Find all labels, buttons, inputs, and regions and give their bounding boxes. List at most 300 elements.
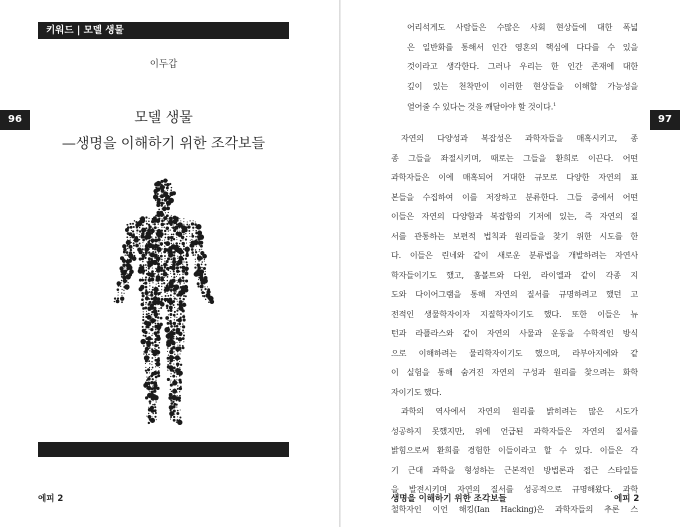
figure-dot: [152, 248, 154, 250]
figure-dot: [162, 248, 163, 249]
figure-dot: [174, 354, 175, 355]
figure-dot: [145, 329, 147, 331]
figure-dot: [173, 304, 175, 306]
figure-dot: [186, 270, 188, 272]
figure-dot: [157, 304, 158, 305]
figure-dot: [149, 329, 150, 330]
figure-dot: [154, 239, 158, 243]
figure-dot: [171, 227, 172, 228]
figure-dot: [160, 292, 162, 294]
figure-dot: [121, 292, 122, 293]
figure-dot: [159, 212, 164, 217]
figure-dot: [179, 387, 183, 391]
figure-dot: [186, 243, 187, 244]
figure-dot: [155, 316, 157, 318]
figure-dot: [148, 422, 150, 424]
figure-dot: [197, 282, 200, 285]
figure-dot: [164, 183, 166, 185]
figure-dot: [126, 240, 131, 245]
figure-dot: [180, 240, 182, 242]
figure-dot: [173, 224, 174, 225]
figure-dot: [157, 374, 160, 377]
figure-dot: [172, 356, 175, 359]
quote-line: 은 일반화를 통해서 인간 영혼의 핵심에 다다를 수 있을: [407, 41, 638, 52]
figure-dot: [174, 351, 175, 352]
figure-dot: [167, 276, 169, 278]
figure-dot: [146, 267, 147, 268]
figure-dot: [173, 238, 175, 240]
figure-dot: [170, 223, 173, 226]
author-name: 이두갑: [149, 59, 178, 70]
figure-dot: [160, 236, 162, 238]
figure-dot: [173, 234, 175, 236]
figure-dot: [176, 298, 177, 299]
paragraph-line: 다. 이들은 린네와 같이 새로운 분류법을 개발하려는 자연사: [391, 250, 638, 261]
figure-dot: [152, 286, 154, 288]
figure-dot: [182, 269, 186, 273]
figure-dot: [177, 256, 178, 257]
figure-dot: [152, 354, 153, 355]
figure-dot: [167, 274, 169, 276]
figure-dot: [175, 403, 177, 405]
figure-dot: [200, 284, 204, 288]
figure-dot: [154, 226, 157, 229]
paragraph-line: 이 실험을 통해 숨겨진 자연의 구성과 원리를 찾으려는 화학: [391, 367, 638, 378]
figure-dot: [148, 310, 149, 311]
figure-dot: [148, 413, 149, 414]
figure-dot: [195, 259, 196, 260]
figure-dot: [125, 254, 126, 255]
figure-dot: [180, 364, 182, 366]
figure-dot: [186, 264, 188, 266]
figure-dot: [167, 283, 168, 284]
figure-dot: [170, 384, 173, 387]
figure-dot: [183, 301, 184, 302]
figure-dot: [185, 238, 187, 240]
figure-dot: [149, 397, 150, 398]
figure-dot: [161, 286, 162, 287]
figure-dot: [132, 230, 134, 232]
figure-dot: [154, 273, 156, 275]
figure-dot: [118, 295, 119, 296]
figure-dot: [139, 234, 140, 235]
figure-dot: [156, 203, 160, 207]
figure-dot: [186, 261, 188, 263]
figure-dot: [142, 239, 145, 242]
figure-dot: [155, 362, 160, 367]
quote-line: 깊이 있는 천착만이 이러한 현상들을 이해할 가능성을: [407, 80, 638, 91]
figure-dot: [176, 237, 177, 238]
figure-dot: [180, 410, 181, 411]
figure-dot: [149, 283, 150, 284]
figure-dot: [177, 388, 179, 390]
figure-dot: [177, 395, 178, 396]
figure-dot: [149, 363, 150, 364]
figure-dot: [173, 322, 176, 325]
figure-dot: [180, 350, 182, 352]
figure-dot: [170, 419, 171, 420]
figure-dot: [167, 360, 169, 362]
figure-dot: [166, 227, 169, 230]
figure-dot: [143, 302, 144, 303]
figure-dot: [144, 291, 148, 295]
figure-dot: [152, 333, 153, 334]
figure-dot: [146, 234, 151, 239]
figure-dot: [141, 279, 144, 282]
figure-dot: [164, 191, 165, 192]
figure-dot: [120, 286, 121, 287]
figure-dot: [149, 376, 150, 377]
figure-dot: [148, 251, 151, 254]
figure-dot: [144, 350, 148, 354]
figure-dot: [183, 224, 184, 225]
figure-dot: [184, 228, 188, 232]
figure-dot: [155, 304, 156, 305]
paragraph-line: 서를 관통하는 보편적 법칙과 원리들을 찾기 위한 시도를 한: [391, 230, 638, 241]
figure-dot: [182, 273, 184, 275]
figure-dot: [167, 192, 169, 194]
figure-dot: [174, 307, 175, 308]
figure-dot: [176, 360, 177, 361]
figure-dot: [153, 395, 158, 400]
figure-dot: [182, 291, 186, 295]
figure-dot: [155, 366, 156, 367]
figure-dot: [153, 276, 154, 277]
figure-dot: [169, 411, 174, 416]
section-header-label: 키워드 | 모델 생물: [46, 25, 124, 36]
figure-dot: [177, 416, 178, 417]
figure-dot: [166, 223, 168, 225]
figure-dot: [122, 259, 126, 263]
figure-dot: [172, 332, 175, 335]
figure-dot: [155, 329, 157, 331]
figure-dot: [126, 280, 127, 281]
figure-dot: [150, 291, 153, 294]
figure-dot: [163, 179, 167, 183]
figure-dot: [123, 251, 126, 254]
figure-dot: [186, 224, 188, 226]
figure-dot: [176, 400, 178, 402]
figure-dot: [194, 267, 196, 269]
figure-dot: [131, 230, 132, 231]
quote-line-text: 열어줄 수 있다는 것을 깨달아야 할 것이다.: [407, 101, 554, 112]
figure-dot: [174, 325, 176, 327]
figure-dot: [161, 283, 163, 285]
figure-dot: [149, 347, 151, 349]
figure-dot: [120, 282, 121, 283]
figure-dot: [146, 343, 151, 348]
figure-dot: [140, 235, 144, 239]
figure-dot: [161, 229, 163, 231]
figure-dot: [168, 252, 173, 257]
figure-dot: [183, 298, 185, 300]
figure-dot: [151, 335, 152, 336]
figure-dot: [148, 354, 150, 356]
figure-dot: [167, 364, 168, 365]
figure-dot: [114, 297, 116, 299]
figure-dot: [176, 325, 179, 328]
figure-dot: [165, 212, 166, 213]
figure-dot: [148, 248, 150, 250]
figure-dot: [182, 239, 183, 240]
figure-dot: [201, 261, 203, 263]
figure-dot: [182, 309, 185, 312]
paragraph-line: 밝힘으로써 환희를 경험한 이들이라고 할 수 있다. 이들은 각: [391, 445, 638, 456]
figure-dot: [151, 364, 152, 365]
figure-dot: [172, 300, 175, 303]
figure-dot: [177, 420, 182, 425]
figure-dot: [146, 311, 147, 312]
figure-dot: [157, 244, 159, 246]
figure-dot: [124, 267, 125, 268]
figure-dot: [179, 246, 180, 247]
figure-dot: [170, 325, 173, 328]
paragraph-line: 과학의 역사에서 자연의 원리를 밝히려는 많은 시도가: [401, 406, 638, 417]
figure-dot: [176, 379, 177, 380]
figure-dot: [123, 283, 124, 284]
figure-dot: [171, 266, 176, 271]
figure-dot: [131, 234, 135, 238]
figure-dot: [179, 353, 180, 354]
figure-dot: [152, 323, 153, 324]
figure-dot: [198, 261, 199, 262]
figure-dot: [133, 226, 135, 228]
figure-dot: [155, 357, 156, 358]
figure-dot: [200, 281, 204, 285]
figure-dot: [177, 366, 178, 367]
figure-dot: [170, 289, 173, 292]
figure-dot: [179, 328, 181, 330]
figure-dot: [153, 400, 154, 401]
figure-dot: [118, 292, 119, 293]
figure-dot: [180, 254, 181, 255]
figure-dot: [189, 236, 190, 237]
figure-dot: [154, 276, 155, 277]
figure-dot: [123, 290, 124, 291]
figure-dot: [159, 308, 160, 309]
figure-dot: [169, 362, 171, 364]
figure-dot: [183, 341, 184, 342]
figure-dot: [174, 413, 175, 414]
figure-dot: [155, 376, 158, 379]
figure-dot: [189, 224, 190, 225]
figure-dot: [141, 257, 144, 260]
figure-dot: [154, 406, 156, 408]
figure-dot: [182, 308, 183, 309]
figure-dot: [151, 314, 153, 316]
paragraph-line: 철학자인 이언 해킹(Ian Hacking)은 과학자들의 추론 스: [391, 503, 638, 514]
figure-dot: [174, 344, 175, 345]
figure-dot: [177, 274, 178, 275]
figure-dot: [176, 336, 177, 337]
figure-dot: [173, 419, 176, 422]
figure-dot: [170, 373, 171, 374]
figure-dot: [121, 280, 123, 282]
figure-dot: [120, 297, 124, 301]
figure-dot: [177, 303, 179, 305]
figure-dot: [155, 236, 157, 238]
figure-dot: [170, 380, 171, 381]
figure-dot: [161, 253, 162, 254]
figure-dot: [177, 282, 178, 283]
figure-dot: [170, 309, 173, 312]
figure-dot: [122, 244, 126, 248]
figure-dot: [147, 263, 152, 268]
figure-dot: [160, 302, 165, 307]
figure-dot: [176, 313, 178, 315]
footer-article-title: 생명을 이해하기 위한 조각보들: [391, 494, 507, 504]
figure-dot: [177, 258, 178, 259]
figure-dot: [158, 294, 159, 295]
figure-dot: [156, 218, 161, 223]
figure-dot: [163, 250, 166, 253]
figure-dot: [185, 279, 188, 282]
figure-dot: [146, 230, 147, 231]
figure-dot: [155, 380, 156, 381]
figure-dot: [151, 342, 154, 345]
figure-dot: [165, 295, 167, 297]
figure-dot: [148, 291, 150, 293]
figure-dot: [133, 242, 135, 244]
figure-dot: [201, 257, 203, 259]
figure-dot: [144, 335, 146, 337]
figure-dot: [202, 254, 207, 259]
figure-dot: [154, 404, 156, 406]
figure-dot: [145, 359, 148, 362]
figure-dot: [149, 277, 151, 279]
figure-dot: [178, 318, 182, 322]
figure-dot: [178, 399, 181, 402]
figure-dot: [132, 223, 134, 225]
figure-dot: [159, 367, 160, 368]
figure-dot: [182, 346, 185, 349]
figure-dot: [146, 295, 148, 297]
figure-dot: [122, 263, 126, 267]
figure-dot: [173, 273, 175, 275]
figure-dot: [128, 245, 132, 249]
figure-dot: [157, 331, 160, 334]
figure-dot: [204, 283, 205, 284]
figure-dot: [177, 382, 178, 383]
article-title: 모델 생물: [134, 110, 193, 126]
figure-dot: [151, 357, 153, 359]
figure-dot: [179, 271, 181, 273]
figure-dot: [154, 291, 158, 295]
figure-dot: [173, 416, 175, 418]
figure-dot: [156, 247, 161, 252]
paragraph-line: 학자들이기도 했고, 훔볼트와 다윈, 라이엘과 같이 각종 지: [391, 269, 638, 280]
figure-dot: [179, 357, 181, 359]
figure-dot: [167, 238, 169, 240]
figure-dot: [177, 392, 178, 393]
figure-dot: [167, 338, 169, 340]
figure-dot: [170, 389, 171, 390]
figure-dot: [166, 342, 171, 347]
figure-dot: [176, 266, 179, 269]
figure-dot: [122, 289, 123, 290]
figure-dot: [170, 239, 172, 241]
figure-dot: [152, 326, 154, 328]
figure-dot: [133, 248, 134, 249]
figure-dot: [195, 264, 196, 265]
figure-dot: [131, 242, 132, 243]
figure-dot: [156, 336, 161, 341]
figure-dot: [185, 254, 189, 258]
figure-dot: [137, 221, 142, 226]
figure-dot: [164, 266, 166, 268]
figure-dot: [164, 215, 165, 216]
figure-dot: [140, 339, 146, 345]
figure-dot: [156, 187, 160, 191]
figure-dot: [208, 301, 210, 303]
figure-dot: [182, 242, 185, 245]
figure-dot: [152, 386, 153, 387]
figure-dot: [192, 227, 194, 229]
figure-dot: [160, 204, 163, 207]
figure-dot: [196, 224, 202, 230]
figure-dot: [169, 183, 171, 185]
figure-dot: [176, 363, 180, 367]
figure-dot: [127, 289, 128, 290]
figure-dot: [148, 257, 151, 260]
figure-dot: [183, 234, 184, 235]
figure-dot: [164, 280, 165, 281]
figure-dot: [154, 192, 157, 195]
figure-dot: [204, 292, 206, 294]
figure-dot: [148, 407, 149, 408]
figure-dot: [183, 248, 185, 250]
section-header-bar: [38, 22, 289, 39]
figure-dot: [163, 202, 164, 203]
figure-dot: [170, 258, 172, 260]
figure-dot: [152, 367, 154, 369]
figure-dot: [148, 225, 151, 228]
figure-dot: [173, 254, 175, 256]
figure-dot: [179, 236, 180, 237]
figure-dot: [154, 348, 155, 349]
figure-dot: [152, 413, 154, 415]
quote-line-last: [391, 96, 638, 117]
figure-dot: [145, 302, 147, 304]
figure-dot: [179, 395, 181, 397]
figure-dot: [117, 297, 119, 299]
figure-dot: [146, 240, 147, 241]
figure-dot: [141, 303, 145, 307]
figure-dot: [148, 218, 149, 219]
figure-dot: [160, 194, 164, 198]
figure-dot: [150, 277, 154, 281]
figure-dot: [161, 298, 164, 301]
figure-dot: [148, 360, 150, 362]
figure-dot: [155, 323, 157, 325]
figure-dot: [171, 341, 176, 346]
figure-dot: [149, 367, 150, 368]
figure-dot: [181, 236, 184, 239]
figure-dot: [168, 320, 169, 321]
figure-dot: [139, 242, 141, 244]
figure-dot: [161, 245, 162, 246]
figure-dot: [171, 391, 172, 392]
body-text: [391, 18, 638, 519]
figure-dot: [149, 385, 150, 386]
epigraph-quote: [391, 18, 638, 117]
figure-dot: [147, 377, 151, 381]
figure-dot: [143, 335, 145, 337]
figure-dot: [147, 303, 150, 306]
figure-dot: [142, 261, 143, 262]
figure-dot: [198, 285, 200, 287]
figure-dot: [167, 369, 168, 370]
